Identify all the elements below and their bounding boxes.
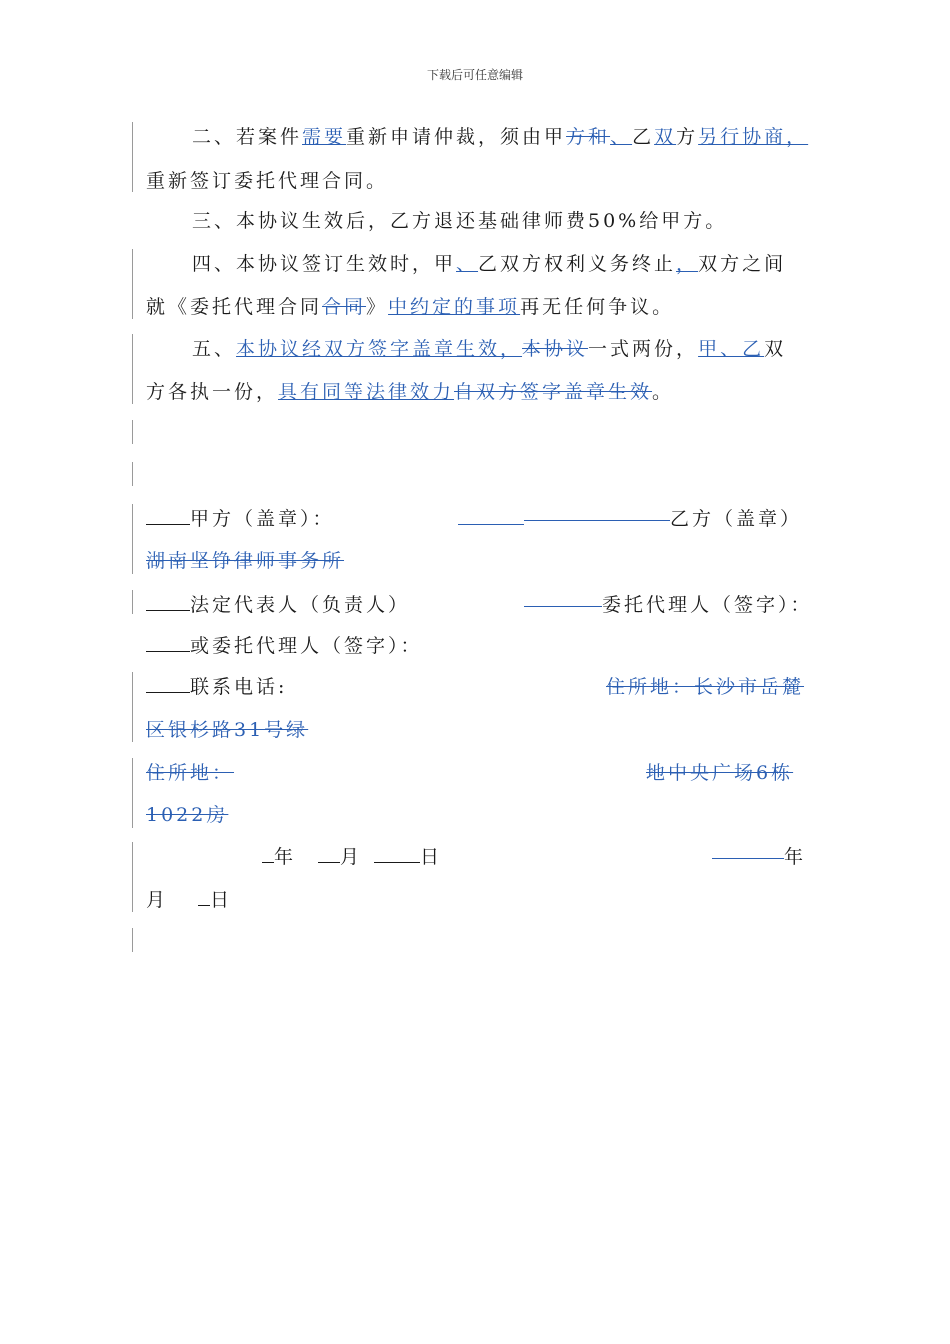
change-bar <box>132 672 133 742</box>
firm-name: 湖南坚铮律师事务所 <box>146 550 345 572</box>
month-label: 月 <box>146 889 169 911</box>
change-bar <box>132 462 133 486</box>
address-b-1 <box>524 672 804 702</box>
address-b-2: 区银杉路31号绿 <box>146 719 309 741</box>
inserted-text: 双 <box>654 126 677 148</box>
text: 》 <box>366 296 389 318</box>
blank-line <box>262 842 274 863</box>
text: 双方之间 <box>698 253 787 275</box>
phone-label: 联系电话: <box>190 676 288 698</box>
address-text: 住所地：长沙市岳麓 <box>606 676 805 698</box>
text: 。 <box>652 381 675 403</box>
signature-party-a <box>146 504 335 534</box>
agent-b <box>524 590 813 620</box>
blank-line <box>146 631 190 652</box>
date-a <box>262 842 442 872</box>
text: 五、 <box>192 338 237 360</box>
clause-5-line-1 <box>192 334 786 364</box>
date-b <box>712 842 806 872</box>
change-bar <box>132 504 133 574</box>
inserted-text: 需要 <box>302 126 347 148</box>
deleted-text: 合同 <box>322 296 367 318</box>
inserted-text: 具有同等法律效力 <box>278 381 455 403</box>
clause-3-line-1: 三、本协议生效后，乙方退还基础律师费50%给甲方。 <box>192 210 728 232</box>
blank-line <box>146 672 190 693</box>
agent-a <box>146 631 423 661</box>
party-a-label: 甲方（盖章）： <box>190 508 335 530</box>
clause-4-line-2 <box>146 292 674 322</box>
text: 四、本协议签订生效时，甲 <box>192 253 457 275</box>
inserted-text: 、 <box>456 253 479 275</box>
change-bar <box>132 249 133 319</box>
party-b-label: 乙方（盖章） <box>670 508 803 530</box>
text: 再无任何争议。 <box>520 296 675 318</box>
change-bar <box>132 758 133 828</box>
inserted-text: 甲、乙 <box>698 338 765 360</box>
deleted-text: 本协议 <box>522 338 589 360</box>
address-a-label: 住所地： <box>146 762 235 784</box>
text: 方各执一份， <box>146 381 279 403</box>
rule-line <box>524 606 602 607</box>
inserted-text: 本协议经双方签字盖章生效， <box>236 338 523 360</box>
text: 双 <box>764 338 787 360</box>
text: 一式两份， <box>588 338 699 360</box>
change-bar <box>132 842 133 912</box>
day-label: 日 <box>420 846 443 868</box>
inserted-text: ， <box>676 253 699 275</box>
blank-line <box>146 504 190 525</box>
text: 二、若案件 <box>192 126 303 148</box>
change-bar <box>132 122 133 192</box>
address-text: 地中央广场6栋 <box>646 762 794 784</box>
signature-party-b <box>458 504 802 534</box>
legal-rep-label: 法定代表人（负责人） <box>190 594 411 616</box>
clause-2-line-2: 重新签订委托代理合同。 <box>146 170 389 192</box>
change-bar <box>132 334 133 404</box>
text: 乙双方权利义务终止 <box>478 253 677 275</box>
change-bar <box>132 928 133 952</box>
text: 方 <box>676 126 699 148</box>
address-b-4: 1022房 <box>146 804 229 826</box>
inserted-text: 中约定的事项 <box>388 296 521 318</box>
change-bar <box>132 420 133 444</box>
text: 乙 <box>632 126 655 148</box>
inserted-text: 另行协商， <box>698 126 809 148</box>
inserted-text: 、 <box>610 126 633 148</box>
year-label: 年 <box>784 846 807 868</box>
month-label: 月 <box>340 846 363 868</box>
blank-line <box>458 504 524 525</box>
text: 重新申请仲裁，须由甲 <box>346 126 567 148</box>
clause-4-line-1 <box>192 249 786 279</box>
blank-line <box>318 842 340 863</box>
blank-line <box>146 590 190 611</box>
deleted-text: 方和 <box>566 126 611 148</box>
address-a <box>146 758 793 788</box>
deleted-text: 自双方签字盖章生效 <box>454 381 653 403</box>
blank-line <box>374 842 420 863</box>
year-label: 年 <box>274 846 297 868</box>
clause-5-line-2 <box>146 377 674 407</box>
change-bar <box>132 590 133 614</box>
rule-line <box>712 858 784 859</box>
clause-2-line-1 <box>192 122 808 152</box>
day-label: 日 <box>210 889 233 911</box>
text: 就《委托代理合同 <box>146 296 323 318</box>
rule-line <box>524 520 670 521</box>
legal-rep <box>146 590 410 620</box>
blank-line <box>198 885 210 906</box>
agent-b-label: 委托代理人（签字）： <box>602 594 813 616</box>
date-b-2 <box>146 885 232 915</box>
phone <box>146 672 287 702</box>
page-header: 下载后可任意编辑 <box>426 68 523 82</box>
agent-a-label: 或委托代理人（签字）： <box>190 635 423 657</box>
